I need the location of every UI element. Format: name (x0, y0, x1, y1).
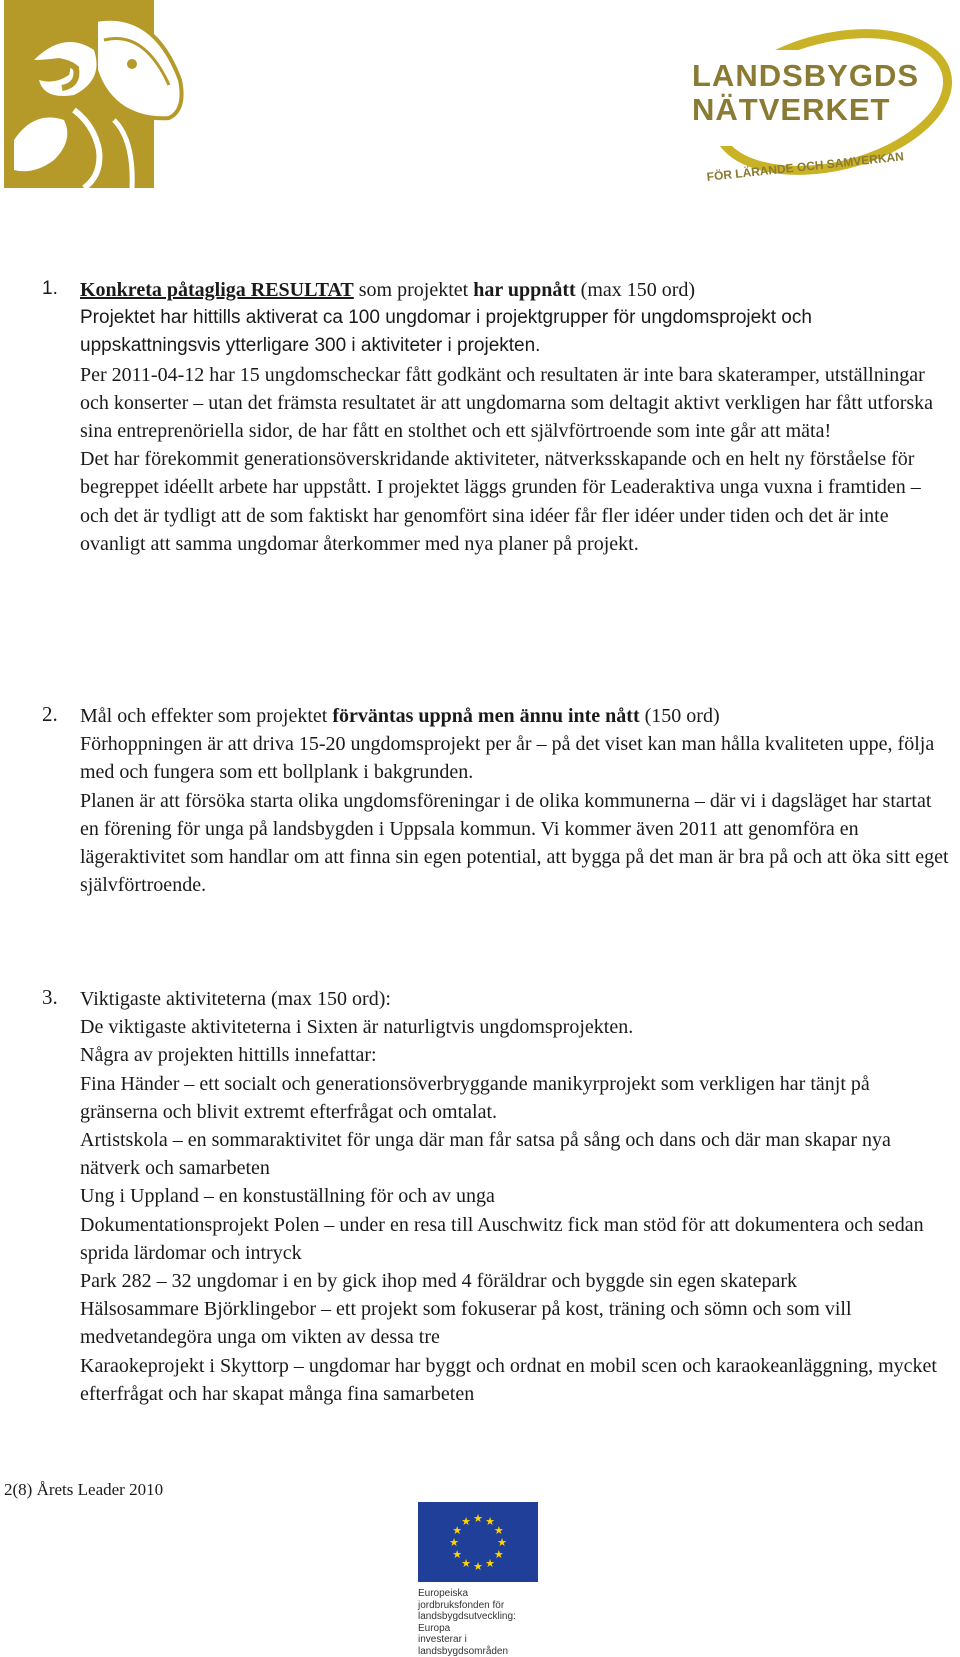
eu-star-icon: ★ (473, 1513, 483, 1525)
activity-item: Hälsosammare Björklingebor – ett projekt som fokuserar på kost, träning och sömn och som vill medvetandegöra unga om vikten av dessa tre (80, 1298, 852, 1349)
eu-caption-line: landsbygdsutveckling: Europa (418, 1611, 516, 1634)
section-heading: Viktigaste aktiviteterna (max 150 ord): (80, 988, 391, 1010)
section-heading (80, 702, 952, 730)
eu-star-icon: ★ (493, 1549, 504, 1561)
section-number: 2. (42, 702, 58, 726)
eu-star-icon: ★ (497, 1537, 507, 1549)
section-body (80, 276, 952, 558)
heading-text: som projektet (353, 279, 474, 301)
activity-item: Park 282 – 32 ungdomar i en by gick ihop med 4 föräldrar och byggde sin egen skatepark (80, 1270, 798, 1293)
heading-bold: förväntas uppnå men ännu inte nått (332, 705, 640, 727)
eu-flag-icon (418, 1502, 538, 1582)
heading-highlight: Konkreta påtagliga RESULTAT (80, 279, 354, 301)
eu-star-icon: ★ (452, 1525, 463, 1537)
section-number: 3. (42, 985, 58, 1009)
paragraph: Per 2011-04-12 har 15 ungdomscheckar fått godkänt och resultaten är inte bara skateramper, utställningar och konserter – utan det främsta resultatet är att ungdomarna som deltagit aktivt verkligen har fått utforska sina entreprenöriella sidor, de har fått en stolthet och ett självförtroende som inte går att mäta! (80, 363, 934, 443)
heading-bold: har uppnått (473, 279, 576, 301)
paragraph: Planen är att försöka starta olika ungdomsföreningar i de olika kommunerna – där vi i dagsläget har startat en förening för unga på landsbygden i Uppsala kommun. Vi kommer även 2011 att genomföra en lägeraktivitet som handlar om att finna sin egen potential, att bygga på det man är bra på och att öka sitt eget självförtroende. (80, 789, 949, 897)
section-body (80, 985, 952, 1408)
eu-star-icon: ★ (473, 1561, 483, 1573)
section-number: 1. (42, 278, 58, 299)
landsbygdsnatverket-logo (682, 20, 958, 198)
eu-caption (418, 1588, 542, 1657)
section-heading (80, 276, 952, 304)
logo-word-natverket: NÄTVERKET (692, 92, 891, 127)
eu-star-icon: ★ (461, 1516, 471, 1529)
activity-item: Ung i Uppland – en konstuställning för och av unga (80, 1185, 495, 1208)
heading-tail: (150 ord) (639, 705, 720, 727)
page-footer-label: 2(8) Årets Leader 2010 (4, 1480, 164, 1499)
eu-caption-line: Europeiska jordbruksfonden för (418, 1588, 505, 1611)
activity-item: Karaokeprojekt i Skyttorp – ungdomar har byggt och ordnat en mobil scen och karaokeanläggning, mycket efterfrågat och har skapat många fina samarbeten (80, 1354, 937, 1405)
activity-item: Artistskola – en sommaraktivitet för unga där man får satsa på sång och dans och där man skapar nya nätverk och samarbeten (80, 1129, 891, 1180)
eu-star-icon: ★ (485, 1516, 495, 1529)
logo-tagline: FÖR LÄRANDE OCH SAMVERKAN (706, 149, 905, 184)
eu-star-icon: ★ (449, 1537, 459, 1549)
activity-item: Fina Händer – ett socialt och generationsöverbryggande manikyrprojekt som verkligen har tänjt på gränserna och blivit extremt efterfrågat och omtalat. (80, 1072, 870, 1123)
eu-caption-line: investerar i landsbygdsområden (418, 1634, 509, 1657)
eu-emblem (418, 1502, 542, 1657)
eu-star-icon: ★ (452, 1549, 463, 1561)
paragraph: Det har förekommit generationsöverskridande aktiviteter, nätverksskapande och en helt ny förståelse för begreppet idéellt arbete har uppstått. I projektet läggs grunden för Leaderaktiva unga vuxna i framtiden – och det är tydligt att de som faktiskt har genomfört sina idéer får fler idéer under tiden och det är inte ovanligt att samma ungdomar återkommer med nya planer på projekt. (80, 448, 921, 555)
heading-text: Mål och effekter som projektet (80, 705, 333, 727)
eu-star-icon: ★ (493, 1525, 504, 1537)
eu-star-icon: ★ (485, 1557, 495, 1570)
ram-logo (4, 0, 186, 188)
logo-word-landsbygds: LANDSBYGDS (692, 58, 920, 93)
paragraph: Förhoppningen är att driva 15-20 ungdomsprojekt per år – på det viset kan man hålla kvaliteten uppe, följa med och fungera som ett bollplank i bakgrunden. (80, 733, 935, 784)
eu-star-icon: ★ (461, 1557, 471, 1570)
heading-tail: (max 150 ord) (575, 279, 696, 301)
paragraph: De viktigaste aktiviteterna i Sixten är naturligtvis ungdomsprojekten. (80, 1016, 634, 1039)
paragraph: Några av projekten hittills innefattar: (80, 1044, 377, 1067)
paragraph: Projektet har hittills aktiverat ca 100 ungdomar i projektgrupper för ungdomsprojekt och uppskattningsvis ytterligare 300 i aktiviteter i projekten. (80, 307, 812, 357)
section-body (80, 702, 952, 899)
activity-item: Dokumentationsprojekt Polen – under en resa till Auschwitz fick man stöd för att dokumentera och sedan sprida lärdomar och intryck (80, 1213, 924, 1264)
